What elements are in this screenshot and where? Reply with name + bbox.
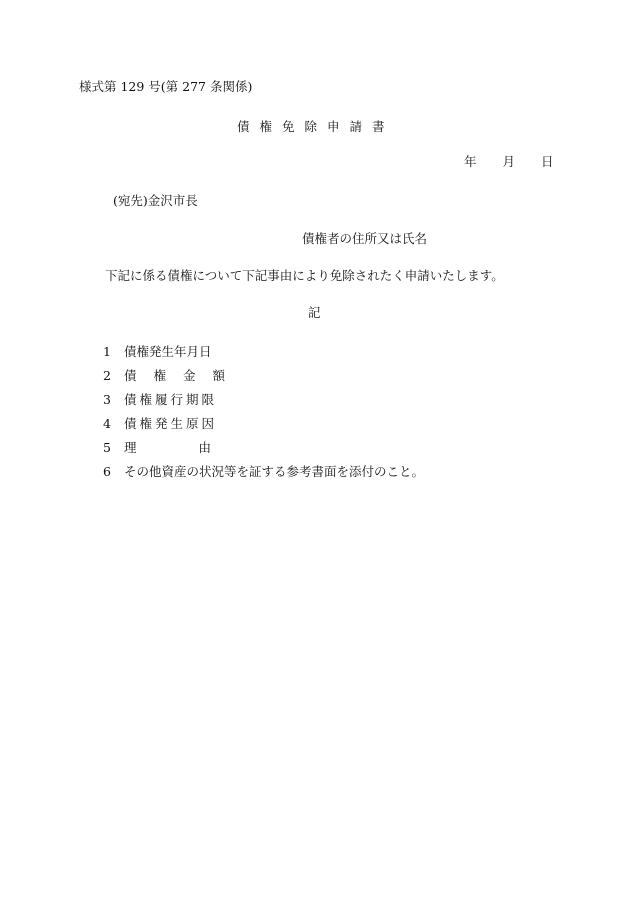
item-label: 債権金額 bbox=[124, 368, 243, 383]
list-item bbox=[103, 346, 424, 370]
document-title: 債権免除申請書 bbox=[237, 119, 395, 134]
item-number: 5 bbox=[103, 440, 111, 455]
item-label: 債権履行期限 bbox=[124, 392, 218, 407]
item-number: 6 bbox=[103, 464, 111, 479]
item-number: 1 bbox=[103, 344, 111, 359]
item-label: 債権発生年月日 bbox=[124, 344, 212, 359]
date-line bbox=[464, 156, 554, 169]
request-statement: 下記に係る債権について下記事由により免除されたく申請いたします。 bbox=[105, 268, 504, 283]
item-label: 債権発生原因 bbox=[124, 416, 218, 431]
list-item bbox=[103, 394, 424, 418]
list-item bbox=[103, 466, 424, 490]
date-day-label: 日 bbox=[541, 154, 554, 169]
item-label: 理由 bbox=[124, 440, 274, 455]
form-number: 様式第 129 号(第 277 条関係) bbox=[79, 79, 253, 94]
date-year-label: 年 bbox=[464, 154, 477, 169]
item-number: 2 bbox=[103, 368, 111, 383]
list-item bbox=[103, 370, 424, 394]
addressee: (宛先)金沢市長 bbox=[113, 193, 198, 208]
list-item bbox=[103, 442, 424, 466]
item-label: その他資産の状況等を証する参考書面を添付のこと。 bbox=[124, 464, 425, 479]
record-heading: 記 bbox=[308, 305, 321, 320]
date-month-label: 月 bbox=[502, 154, 516, 169]
list-item bbox=[103, 418, 424, 442]
item-list bbox=[103, 346, 424, 490]
applicant-label: 債権者の住所又は氏名 bbox=[302, 231, 428, 246]
item-number: 4 bbox=[103, 416, 111, 431]
item-number: 3 bbox=[103, 392, 111, 407]
